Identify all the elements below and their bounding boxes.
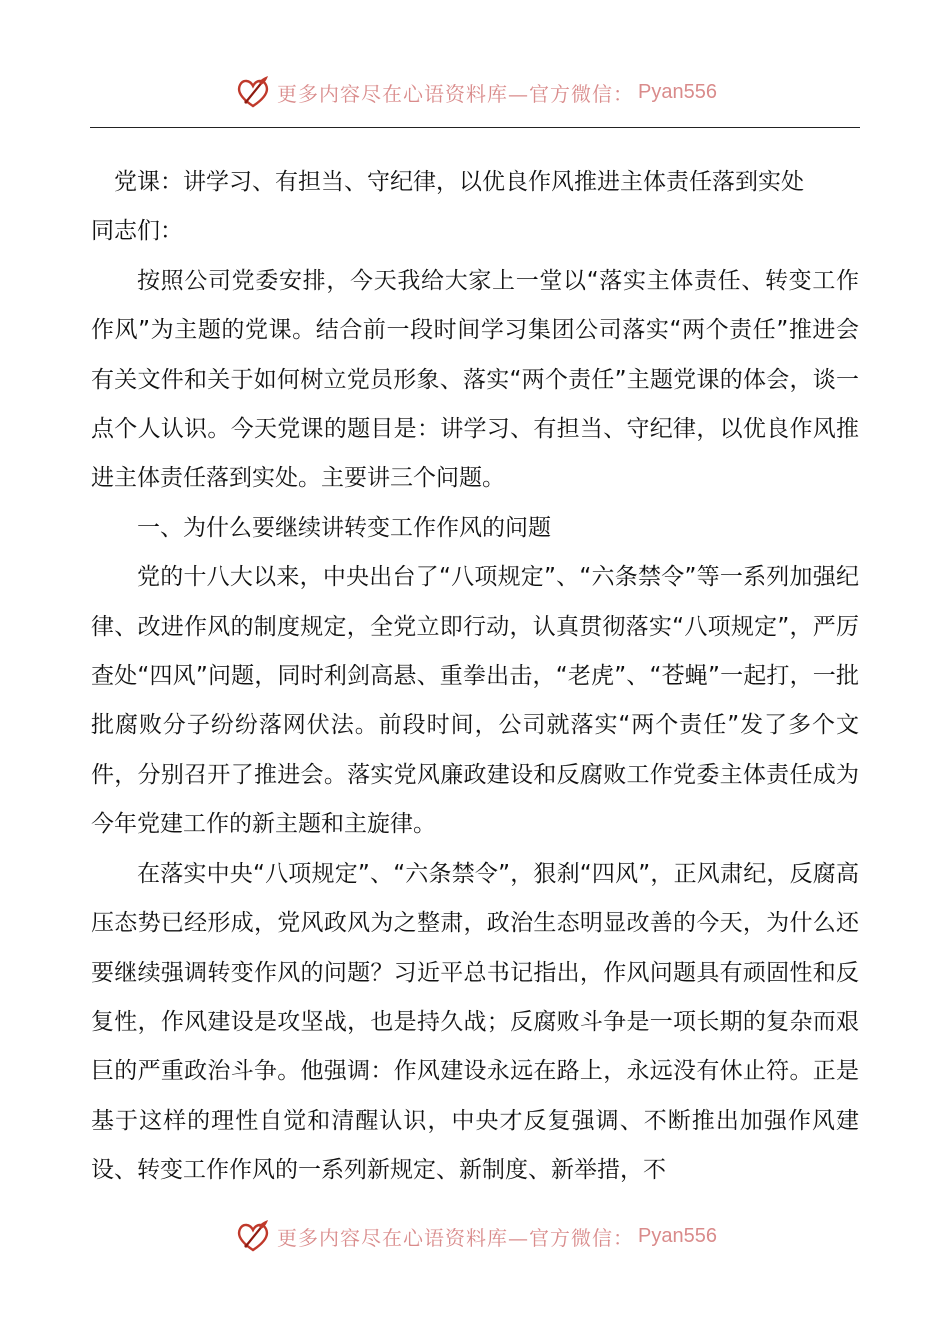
paragraph-reason: 在落实中央“八项规定”、“六条禁令”，狠刹“四风”，正风肃纪，反腐高压态势已经形成，党风政风为之整肃，政治生态明显改善的今天，为什么还要继续强调转变作风的问题？习近平总书记指出，作风问题具有顽固性和反复性，作风建设是攻坚战，也是持久战；反腐败斗争是一项长期的复杂而艰巨的严重政治斗争。他强调：作风建设永远在路上，永远没有休止符。正是基于这样的理性自觉和清醒认识，中央才反复强调、不断推出加强作风建设、转变工作作风的一系列新规定、新制度、新举措，不	[91, 860, 859, 1184]
watermark-text: 更多内容尽在心语资料库—官方微信：	[277, 81, 635, 106]
salutation: 同志们：	[91, 218, 183, 245]
paragraph-intro: 按照公司党委安排，今天我给大家上一堂以“落实主体责任、转变工作作风”为主题的党课。结合前一段时间学习集团公司落实“两个责任”推进会有关文件和关于如何树立党员形象、落实“两个责任”主题党课的体会，谈一点个人认识。今天党课的题目是：讲学习、有担当、守纪律，以优良作风推进主体责任落到实处。主要讲三个问题。	[91, 267, 859, 492]
document-body	[91, 158, 859, 1196]
watermark-text: 更多内容尽在心语资料库—官方微信：	[277, 1225, 635, 1250]
header-watermark	[0, 70, 950, 114]
watermark-wechat-id: Pyan556	[638, 1224, 717, 1247]
watermark-wechat-id: Pyan556	[638, 80, 717, 103]
header-rule	[90, 127, 860, 128]
quill-heart-logo-icon	[233, 72, 273, 112]
quill-heart-logo-icon	[233, 1216, 273, 1256]
section-heading-1: 一、为什么要继续讲转变工作作风的问题	[137, 514, 551, 541]
document-title: 党课：讲学习、有担当、守纪律，以优良作风推进主体责任落到实处	[114, 169, 804, 195]
footer-watermark	[0, 1214, 950, 1258]
paragraph-background: 党的十八大以来，中央出台了“八项规定”、“六条禁令”等一系列加强纪律、改进作风的制度规定，全党立即行动，认真贯彻落实“八项规定”，严厉查处“四风”问题，同时利剑高悬、重拳出击，“老虎”、“苍蝇”一起打，一批批腐败分子纷纷落网伏法。前段时间，公司就落实“两个责任”发了多个文件，分别召开了推进会。落实党风廉政建设和反腐败工作党委主体责任成为今年党建工作的新主题和主旋律。	[91, 564, 859, 838]
